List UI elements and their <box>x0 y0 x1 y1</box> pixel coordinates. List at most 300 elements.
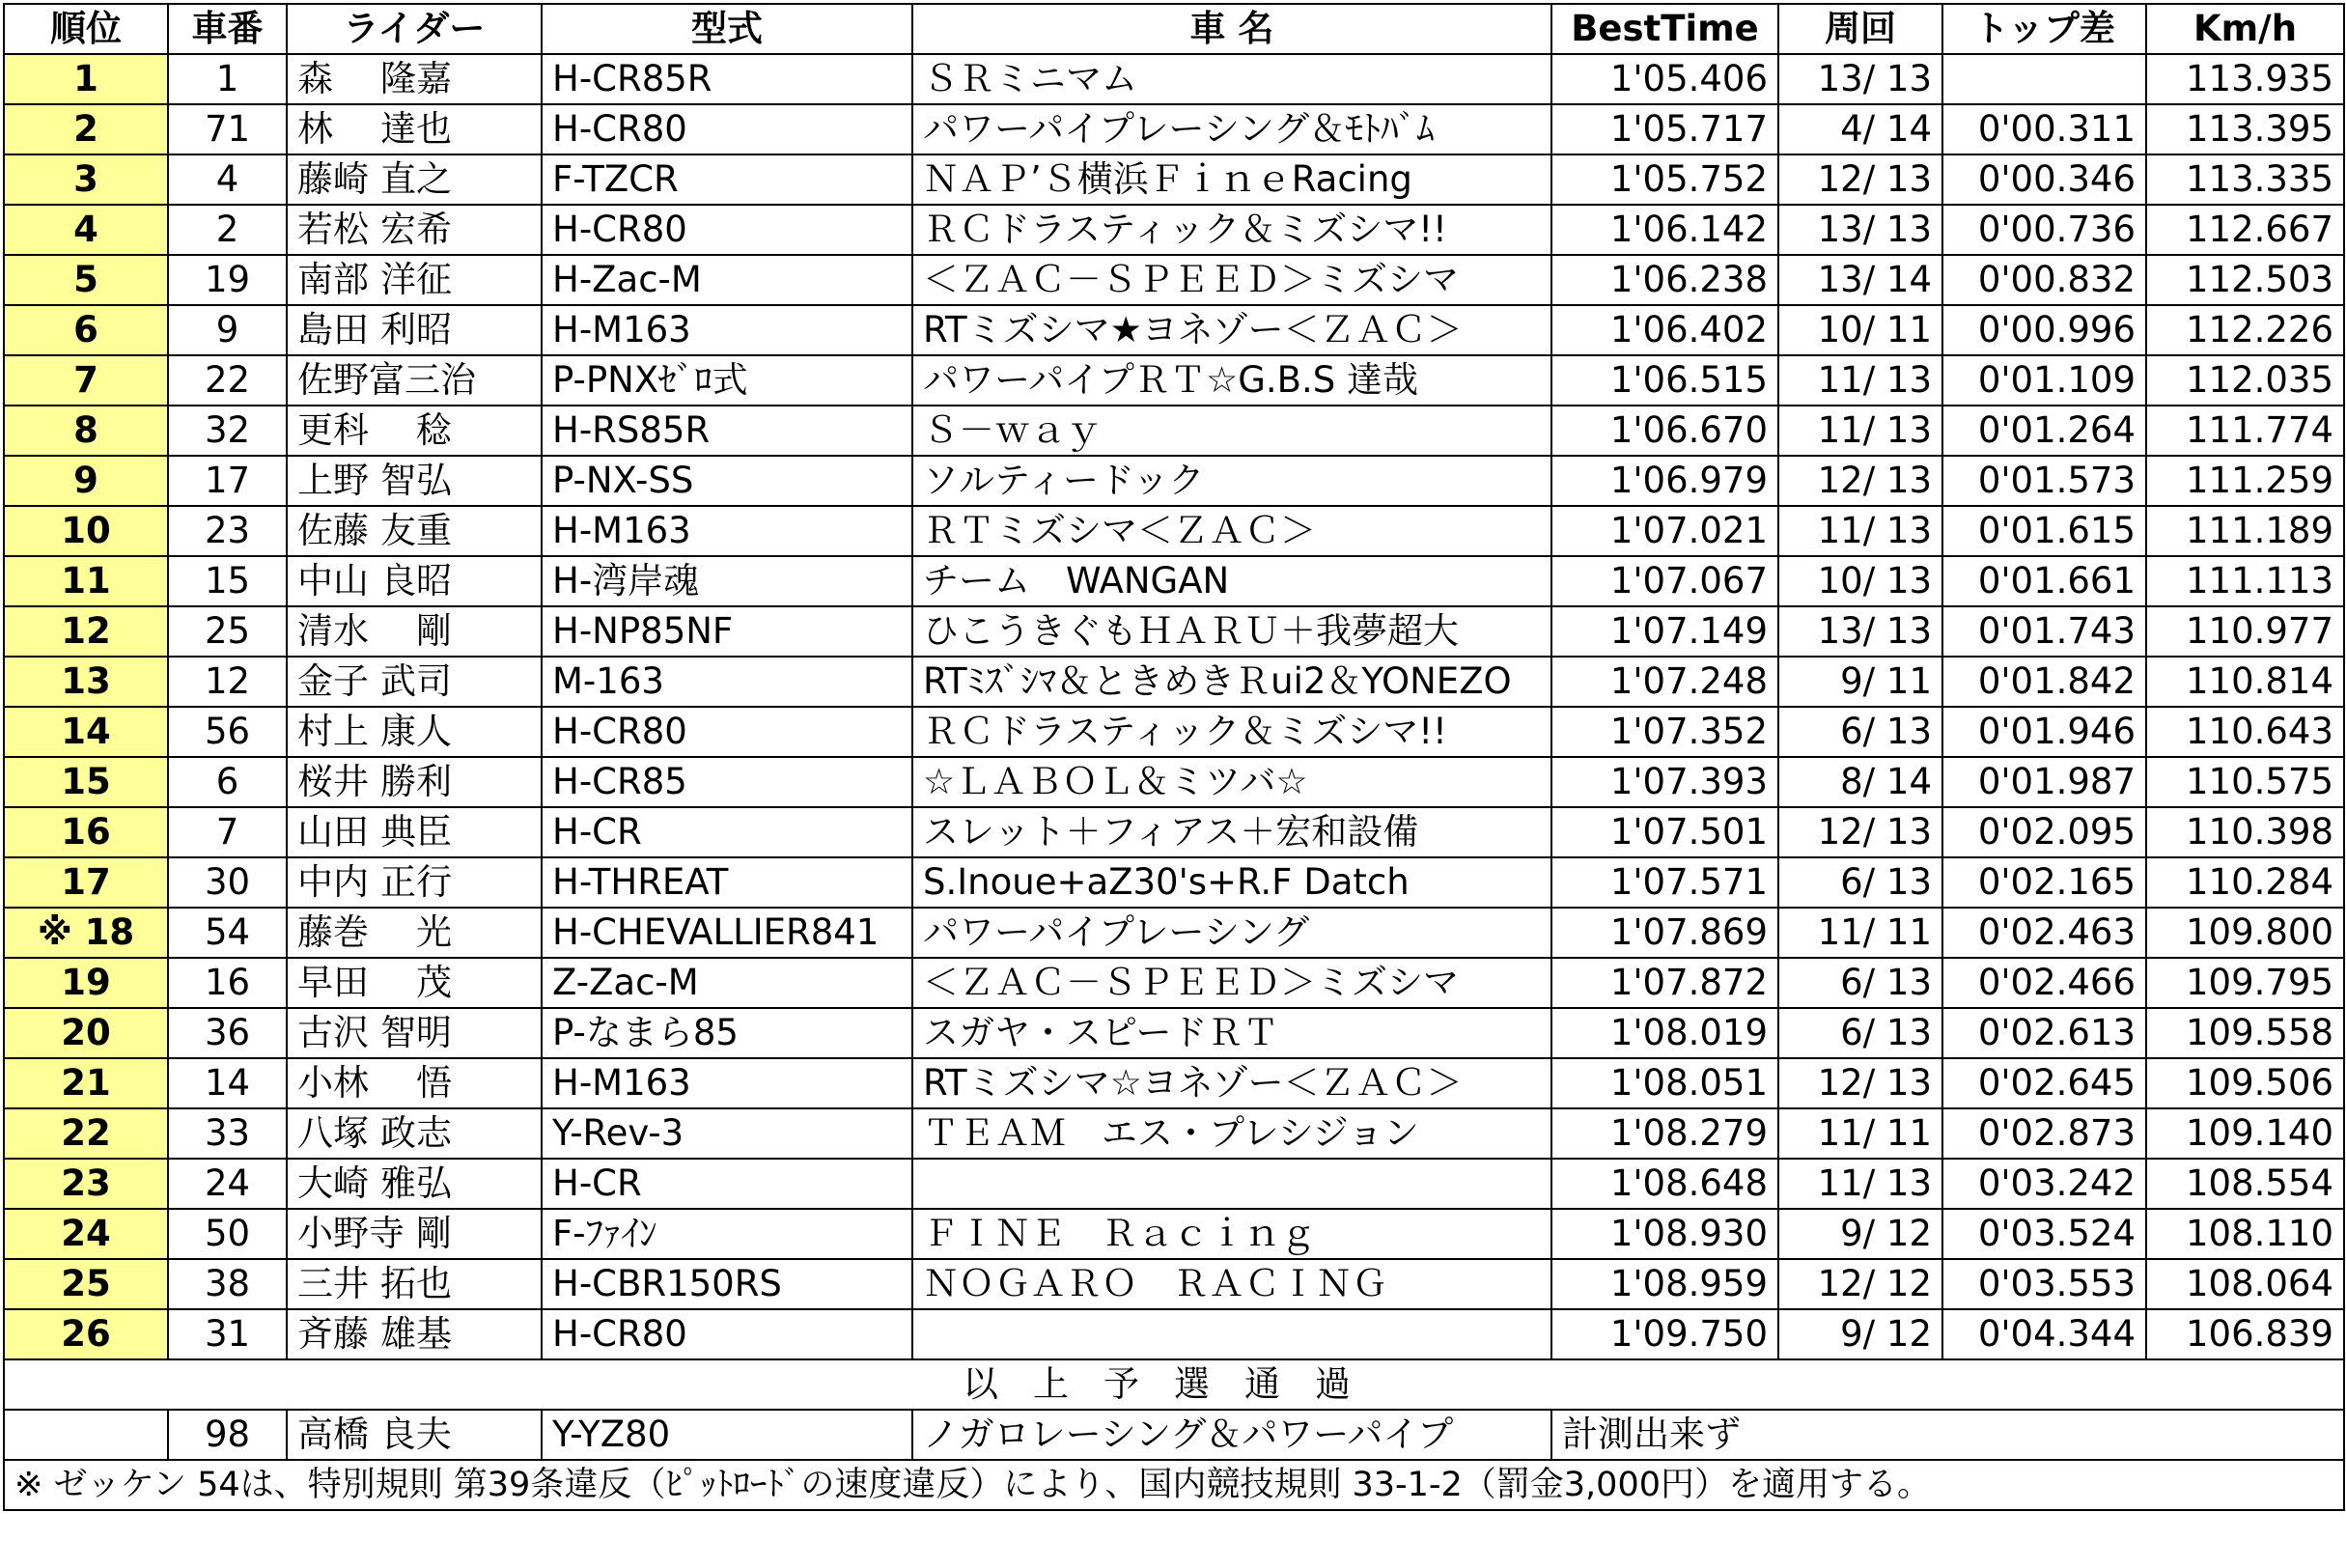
best-time-cell: 1'08.051 <box>1551 1058 1778 1108</box>
best-time-cell: 1'08.019 <box>1551 1008 1778 1058</box>
rider-name <box>297 457 452 505</box>
rider-given-name: 光 <box>416 911 452 953</box>
rider-family-name: 林 <box>297 108 333 150</box>
model-cell: H-CR <box>542 807 912 857</box>
position-cell: 10 <box>4 506 168 556</box>
position-cell: ※ 18 <box>4 908 168 958</box>
table-row <box>4 1309 2344 1359</box>
gap-cell <box>1942 54 2146 104</box>
rider-family-name: 早田 <box>297 962 369 1003</box>
model-cell: H-CR85R <box>542 54 912 104</box>
team-cell: RTﾐｽﾞｼﾏ＆ときめきＲui2＆YONEZO <box>912 657 1551 707</box>
rider-name <box>297 306 452 354</box>
gap-cell: 0'01.743 <box>1942 606 2146 657</box>
rider-given-name: 直之 <box>380 158 452 200</box>
team-cell: S.Inoue+aZ30's+R.F Datch <box>912 857 1551 908</box>
position-cell: 19 <box>4 958 168 1008</box>
model-cell: H-M163 <box>542 305 912 355</box>
rider-cell <box>287 908 542 958</box>
position-cell: 24 <box>4 1209 168 1259</box>
position-cell: 17 <box>4 857 168 908</box>
rider-given-name: 政志 <box>380 1112 452 1154</box>
header-rider: ライダー <box>287 4 542 54</box>
rider-cell <box>287 1309 542 1359</box>
position-cell: 23 <box>4 1159 168 1209</box>
best-time-cell: 1'07.021 <box>1551 506 1778 556</box>
header-laps: 周回 <box>1778 4 1942 54</box>
table-row <box>4 606 2344 657</box>
speed-cell: 110.398 <box>2146 807 2344 857</box>
team-cell: RTミズシマ★ヨネゾー＜ＺＡＣ＞ <box>912 305 1551 355</box>
rider-given-name: 友重 <box>380 510 452 551</box>
team-cell: パワーパイプレーシング＆ﾓﾄﾊﾞﾑ <box>912 104 1551 154</box>
number-cell: 6 <box>168 757 287 807</box>
laps-cell: 10/ 11 <box>1778 305 1942 355</box>
extra-row <box>4 1410 2344 1460</box>
table-row <box>4 305 2344 355</box>
laps-cell: 13/ 13 <box>1778 54 1942 104</box>
number-cell: 19 <box>168 255 287 305</box>
table-row <box>4 1108 2344 1159</box>
laps-cell: 12/ 13 <box>1778 456 1942 506</box>
gap-cell: 0'00.996 <box>1942 305 2146 355</box>
best-time-cell: 1'07.393 <box>1551 757 1778 807</box>
best-time-cell: 1'07.571 <box>1551 857 1778 908</box>
model-cell: H-M163 <box>542 506 912 556</box>
rider-cell <box>287 606 542 657</box>
table-row <box>4 1008 2344 1058</box>
speed-cell: 109.506 <box>2146 1058 2344 1108</box>
model-cell: H-CR80 <box>542 205 912 255</box>
number-cell: 30 <box>168 857 287 908</box>
gap-cell: 0'01.615 <box>1942 506 2146 556</box>
rider-name <box>297 256 452 304</box>
rider-family-name: 清水 <box>297 610 369 652</box>
table-row <box>4 1259 2344 1309</box>
rider-name <box>297 909 452 957</box>
best-time-cell: 1'06.238 <box>1551 255 1778 305</box>
speed-cell: 108.554 <box>2146 1159 2344 1209</box>
rider-name <box>297 1210 452 1258</box>
rider-family-name: 大崎 <box>297 1162 369 1204</box>
table-row <box>4 908 2344 958</box>
position-cell: 25 <box>4 1259 168 1309</box>
rider-family-name: 上野 <box>297 460 369 501</box>
position-cell: 1 <box>4 54 168 104</box>
best-time-cell: 1'07.869 <box>1551 908 1778 958</box>
rider-family-name: 山田 <box>297 811 369 853</box>
number-cell: 56 <box>168 707 287 757</box>
table-row <box>4 456 2344 506</box>
rider-cell <box>287 305 542 355</box>
rider-cell <box>287 707 542 757</box>
rider-cell <box>287 1159 542 1209</box>
speed-cell: 109.558 <box>2146 1008 2344 1058</box>
rider-family-name: 南部 <box>297 259 369 300</box>
laps-cell: 13/ 13 <box>1778 205 1942 255</box>
model-cell: H-RS85R <box>542 406 912 456</box>
team-cell: Ｓ－ｗａｙ <box>912 406 1551 456</box>
rider-cell <box>287 506 542 556</box>
position-cell: 9 <box>4 456 168 506</box>
position-cell: 2 <box>4 104 168 154</box>
gap-cell: 0'02.095 <box>1942 807 2146 857</box>
rider-family-name: 村上 <box>297 711 369 752</box>
rider-given-name: 武司 <box>380 660 452 702</box>
rider-family-name: 森 <box>297 58 333 99</box>
speed-cell: 108.064 <box>2146 1259 2344 1309</box>
laps-cell: 11/ 11 <box>1778 908 1942 958</box>
speed-cell: 111.113 <box>2146 556 2344 606</box>
rider-given-name: 稔 <box>416 409 452 451</box>
table-row <box>4 757 2344 807</box>
rider-name <box>297 406 452 455</box>
number-cell: 7 <box>168 807 287 857</box>
number-cell: 4 <box>168 154 287 205</box>
team-cell: ＮＯＧＡＲＯ ＲＡＣＩＮＧ <box>912 1259 1551 1309</box>
best-time-cell: 1'07.501 <box>1551 807 1778 857</box>
laps-cell: 6/ 13 <box>1778 857 1942 908</box>
model-cell: H-CR80 <box>542 707 912 757</box>
rider-name <box>297 658 452 706</box>
laps-cell: 11/ 13 <box>1778 355 1942 406</box>
best-time-cell: 1'05.752 <box>1551 154 1778 205</box>
team-cell: ＦＩＮＥ Ｒａｃｉｎｇ <box>912 1209 1551 1259</box>
speed-cell: 109.140 <box>2146 1108 2344 1159</box>
extra-model: Y-YZ80 <box>542 1410 912 1460</box>
rider-cell <box>287 255 542 305</box>
team-cell: パワーパイプＲＴ☆G.B.S 達哉 <box>912 355 1551 406</box>
number-cell: 38 <box>168 1259 287 1309</box>
laps-cell: 11/ 13 <box>1778 506 1942 556</box>
position-cell: 22 <box>4 1108 168 1159</box>
position-cell: 26 <box>4 1309 168 1359</box>
rider-cell <box>287 104 542 154</box>
rider-name <box>297 557 452 605</box>
rider-name <box>297 708 452 756</box>
rider-given-name: 隆嘉 <box>380 58 452 99</box>
speed-cell: 108.110 <box>2146 1209 2344 1259</box>
laps-cell: 12/ 13 <box>1778 1058 1942 1108</box>
speed-cell: 111.774 <box>2146 406 2344 456</box>
model-cell: Z-Zac-M <box>542 958 912 1008</box>
header-best-time: BestTime <box>1551 4 1778 54</box>
best-time-cell: 1'07.248 <box>1551 657 1778 707</box>
table-row <box>4 506 2344 556</box>
speed-cell: 110.284 <box>2146 857 2344 908</box>
position-cell: 6 <box>4 305 168 355</box>
team-cell: ＴＥＡＭ エス・プレシジョン <box>912 1108 1551 1159</box>
model-cell: P-NX-SS <box>542 456 912 506</box>
model-cell: P-PNXｾﾞﾛ式 <box>542 355 912 406</box>
rider-cell <box>287 205 542 255</box>
speed-cell: 110.977 <box>2146 606 2344 657</box>
gap-cell: 0'01.987 <box>1942 757 2146 807</box>
gap-cell: 0'00.346 <box>1942 154 2146 205</box>
model-cell: H-M163 <box>542 1058 912 1108</box>
gap-cell: 0'02.613 <box>1942 1008 2146 1058</box>
team-cell: ひこうきぐもＨＡＲＵ＋我夢超大 <box>912 606 1551 657</box>
header-gap: トップ差 <box>1942 4 2146 54</box>
laps-cell: 11/ 11 <box>1778 1108 1942 1159</box>
rider-family-name: 佐野 <box>297 359 369 401</box>
extra-number: 98 <box>168 1410 287 1460</box>
table-row <box>4 355 2344 406</box>
rider-given-name: 剛 <box>416 610 452 652</box>
rider-cell <box>287 1108 542 1159</box>
best-time-cell: 1'08.279 <box>1551 1108 1778 1159</box>
number-cell: 33 <box>168 1108 287 1159</box>
number-cell: 16 <box>168 958 287 1008</box>
speed-cell: 110.643 <box>2146 707 2344 757</box>
rider-given-name: 達也 <box>380 108 452 150</box>
rider-given-name: 智明 <box>380 1012 452 1053</box>
header-speed: Km/h <box>2146 4 2344 54</box>
rider-name <box>297 858 452 907</box>
table-row <box>4 255 2344 305</box>
speed-cell: 112.503 <box>2146 255 2344 305</box>
best-time-cell: 1'07.067 <box>1551 556 1778 606</box>
rider-cell <box>287 657 542 707</box>
team-cell: RTミズシマ☆ヨネゾー＜ＺＡＣ＞ <box>912 1058 1551 1108</box>
model-cell: H-CBR150RS <box>542 1259 912 1309</box>
rider-family-name: 桜井 <box>297 761 369 802</box>
rider-cell <box>287 807 542 857</box>
team-cell: チーム WANGAN <box>912 556 1551 606</box>
rider-family-name: 島田 <box>297 309 369 350</box>
rider-name <box>297 758 452 806</box>
laps-cell: 8/ 14 <box>1778 757 1942 807</box>
team-cell <box>912 1309 1551 1359</box>
rider-name <box>297 607 452 656</box>
footnote-row <box>4 1460 2344 1510</box>
gap-cell: 0'00.832 <box>1942 255 2146 305</box>
table-row <box>4 406 2344 456</box>
rider-family-name: 中内 <box>297 861 369 903</box>
rider-cell <box>287 1259 542 1309</box>
laps-cell: 11/ 13 <box>1778 406 1942 456</box>
header-number: 車番 <box>168 4 287 54</box>
laps-cell: 12/ 13 <box>1778 807 1942 857</box>
rider-name <box>297 507 452 555</box>
extra-rider: 高橋 良夫 <box>287 1410 542 1460</box>
qualified-label: 以上予選通過 <box>4 1359 2344 1410</box>
laps-cell: 6/ 13 <box>1778 1008 1942 1058</box>
rider-cell <box>287 406 542 456</box>
laps-cell: 11/ 13 <box>1778 1159 1942 1209</box>
position-cell: 12 <box>4 606 168 657</box>
rider-family-name: 小林 <box>297 1062 369 1104</box>
gap-cell: 0'02.463 <box>1942 908 2146 958</box>
model-cell: H-CR80 <box>542 104 912 154</box>
rider-name <box>297 105 452 154</box>
gap-cell: 0'02.873 <box>1942 1108 2146 1159</box>
number-cell: 9 <box>168 305 287 355</box>
table-row <box>4 958 2344 1008</box>
model-cell: H-湾岸魂 <box>542 556 912 606</box>
best-time-cell: 1'06.142 <box>1551 205 1778 255</box>
laps-cell: 9/ 12 <box>1778 1209 1942 1259</box>
speed-cell: 112.667 <box>2146 205 2344 255</box>
rider-name <box>297 206 452 254</box>
speed-cell: 112.226 <box>2146 305 2344 355</box>
rider-cell <box>287 54 542 104</box>
speed-cell: 109.795 <box>2146 958 2344 1008</box>
speed-cell: 106.839 <box>2146 1309 2344 1359</box>
header-model: 型式 <box>542 4 912 54</box>
rider-given-name: 利昭 <box>380 309 452 350</box>
table-row <box>4 857 2344 908</box>
rider-cell <box>287 1209 542 1259</box>
laps-cell: 12/ 13 <box>1778 154 1942 205</box>
rider-given-name: 剛 <box>416 1213 452 1254</box>
model-cell: M-163 <box>542 657 912 707</box>
position-cell: 4 <box>4 205 168 255</box>
rider-cell <box>287 456 542 506</box>
laps-cell: 10/ 13 <box>1778 556 1942 606</box>
speed-cell: 111.259 <box>2146 456 2344 506</box>
rider-name <box>297 356 476 405</box>
position-cell: 16 <box>4 807 168 857</box>
model-cell: H-CHEVALLIER841 <box>542 908 912 958</box>
extra-position <box>4 1410 168 1460</box>
rider-name <box>297 155 452 204</box>
best-time-cell: 1'09.750 <box>1551 1309 1778 1359</box>
model-cell: Y-Rev-3 <box>542 1108 912 1159</box>
extra-team: ノガロレーシング＆パワーパイプ <box>912 1410 1551 1460</box>
gap-cell: 0'03.242 <box>1942 1159 2146 1209</box>
laps-cell: 13/ 14 <box>1778 255 1942 305</box>
laps-cell: 6/ 13 <box>1778 958 1942 1008</box>
best-time-cell: 1'06.515 <box>1551 355 1778 406</box>
gap-cell: 0'01.946 <box>1942 707 2146 757</box>
header-team: 車 名 <box>912 4 1551 54</box>
team-cell: ソルティードック <box>912 456 1551 506</box>
table-row <box>4 54 2344 104</box>
number-cell: 12 <box>168 657 287 707</box>
rider-name <box>297 1160 452 1208</box>
team-cell: ＲＣドラスティック＆ミズシマ!! <box>912 707 1551 757</box>
gap-cell: 0'01.842 <box>1942 657 2146 707</box>
results-body <box>4 54 2344 1359</box>
gap-cell: 0'02.165 <box>1942 857 2146 908</box>
model-cell: H-NP85NF <box>542 606 912 657</box>
rider-given-name: 雄基 <box>380 1313 452 1355</box>
rider-family-name: 古沢 <box>297 1012 369 1053</box>
number-cell: 25 <box>168 606 287 657</box>
team-cell <box>912 1159 1551 1209</box>
number-cell: 2 <box>168 205 287 255</box>
rider-cell <box>287 757 542 807</box>
model-cell: P-なまら85 <box>542 1008 912 1058</box>
rider-name <box>297 1059 452 1107</box>
table-row <box>4 205 2344 255</box>
team-cell: ☆ＬＡＢＯＬ＆ミツバ☆ <box>912 757 1551 807</box>
gap-cell: 0'03.524 <box>1942 1209 2146 1259</box>
rider-family-name: 藤巻 <box>297 911 369 953</box>
team-cell: スガヤ・スピードＲＴ <box>912 1008 1551 1058</box>
rider-given-name: 智弘 <box>380 460 452 501</box>
rider-cell <box>287 355 542 406</box>
number-cell: 54 <box>168 908 287 958</box>
position-cell: 15 <box>4 757 168 807</box>
best-time-cell: 1'07.149 <box>1551 606 1778 657</box>
number-cell: 1 <box>168 54 287 104</box>
header-row <box>4 4 2344 54</box>
gap-cell: 0'02.466 <box>1942 958 2146 1008</box>
model-cell: H-CR80 <box>542 1309 912 1359</box>
position-cell: 13 <box>4 657 168 707</box>
team-cell: ＜ＺＡＣ－ＳＰＥＥＤ＞ミズシマ <box>912 255 1551 305</box>
rider-given-name: 正行 <box>380 861 452 903</box>
model-cell: H-THREAT <box>542 857 912 908</box>
laps-cell: 6/ 13 <box>1778 707 1942 757</box>
model-cell: H-Zac-M <box>542 255 912 305</box>
model-cell: F-ﾌｧｲﾝ <box>542 1209 912 1259</box>
gap-cell: 0'03.553 <box>1942 1259 2146 1309</box>
speed-cell: 110.575 <box>2146 757 2344 807</box>
rider-family-name: 更科 <box>297 409 369 451</box>
rider-given-name: 洋征 <box>380 259 452 300</box>
rider-given-name: 富三治 <box>369 359 476 401</box>
rider-cell <box>287 154 542 205</box>
best-time-cell: 1'07.872 <box>1551 958 1778 1008</box>
number-cell: 17 <box>168 456 287 506</box>
gap-cell: 0'00.736 <box>1942 205 2146 255</box>
position-cell: 20 <box>4 1008 168 1058</box>
position-cell: 5 <box>4 255 168 305</box>
header-position: 順位 <box>4 4 168 54</box>
position-cell: 11 <box>4 556 168 606</box>
table-row <box>4 657 2344 707</box>
rider-given-name: 勝利 <box>380 761 452 802</box>
table-row <box>4 104 2344 154</box>
speed-cell: 111.189 <box>2146 506 2344 556</box>
number-cell: 36 <box>168 1008 287 1058</box>
speed-cell: 112.035 <box>2146 355 2344 406</box>
rider-given-name: 康人 <box>380 711 452 752</box>
rider-name <box>297 808 452 856</box>
best-time-cell: 1'06.402 <box>1551 305 1778 355</box>
gap-cell: 0'00.311 <box>1942 104 2146 154</box>
best-time-cell: 1'08.648 <box>1551 1159 1778 1209</box>
rider-given-name: 宏希 <box>380 209 452 250</box>
model-cell: H-CR85 <box>542 757 912 807</box>
speed-cell: 113.935 <box>2146 54 2344 104</box>
position-cell: 7 <box>4 355 168 406</box>
best-time-cell: 1'05.406 <box>1551 54 1778 104</box>
number-cell: 50 <box>168 1209 287 1259</box>
best-time-cell: 1'08.930 <box>1551 1209 1778 1259</box>
table-row <box>4 556 2344 606</box>
qualified-row <box>4 1359 2344 1410</box>
best-time-cell: 1'06.670 <box>1551 406 1778 456</box>
rider-family-name: 八塚 <box>297 1112 369 1154</box>
rider-family-name: 斉藤 <box>297 1313 369 1355</box>
position-cell: 21 <box>4 1058 168 1108</box>
team-cell: ＜ＺＡＣ－ＳＰＥＥＤ＞ミズシマ <box>912 958 1551 1008</box>
rider-family-name: 若松 <box>297 209 369 250</box>
rider-cell <box>287 1058 542 1108</box>
speed-cell: 113.335 <box>2146 154 2344 205</box>
speed-cell: 109.800 <box>2146 908 2344 958</box>
rider-given-name: 良昭 <box>380 560 452 602</box>
rider-family-name: 佐藤 <box>297 510 369 551</box>
team-cell: ＲＴミズシマ＜ＺＡＣ＞ <box>912 506 1551 556</box>
laps-cell: 9/ 12 <box>1778 1309 1942 1359</box>
rider-given-name: 悟 <box>416 1062 452 1104</box>
number-cell: 24 <box>168 1159 287 1209</box>
